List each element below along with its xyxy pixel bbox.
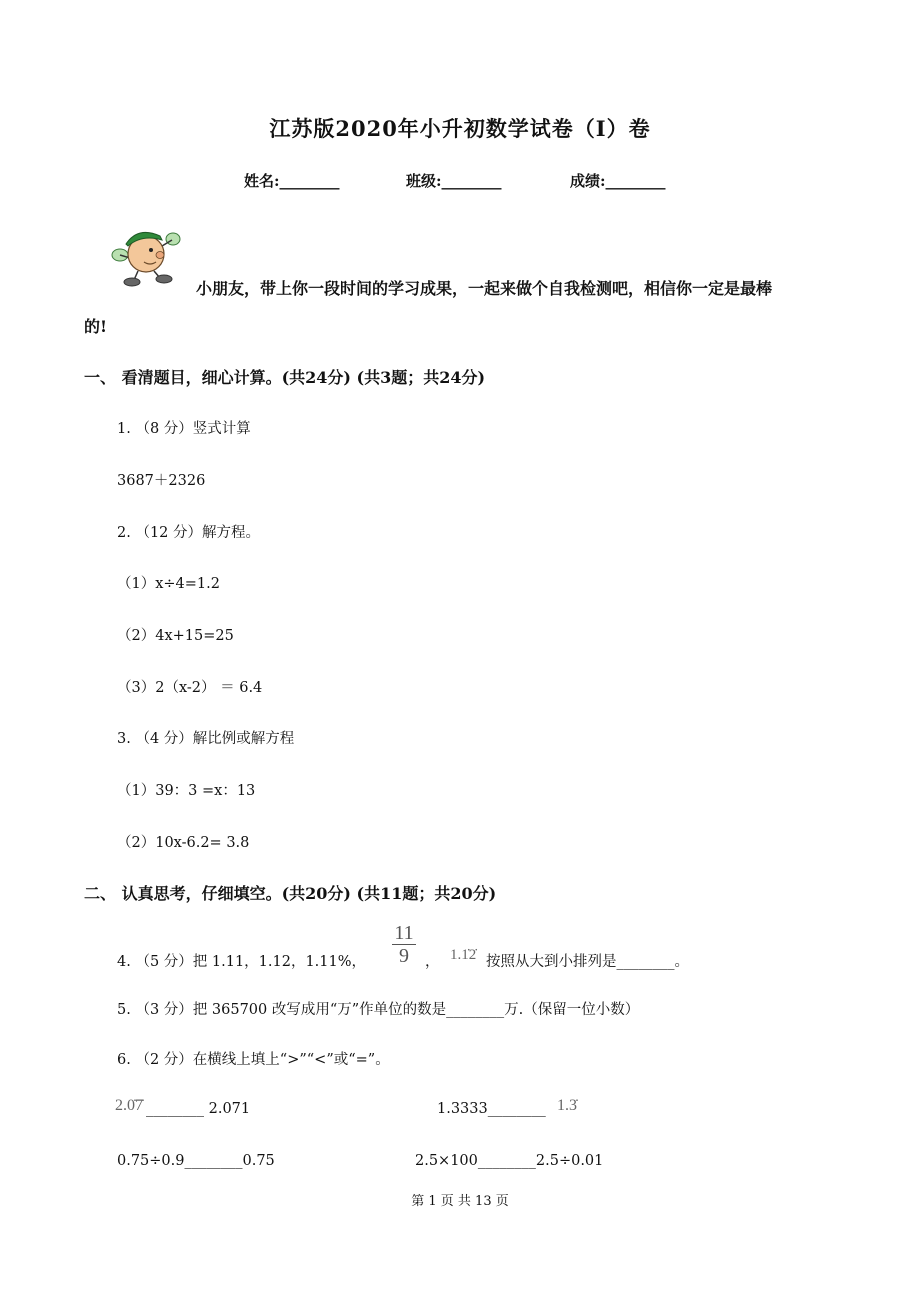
question-5: 5. （3 分）把 365700 改写成用“万”作单位的数是________万.（保留一位小数）	[117, 1002, 640, 1018]
repeating-decimal-image-3: 1.3̇	[557, 1097, 577, 1114]
repeating-decimal-image-2: 2.0̇7̇	[115, 1097, 143, 1114]
intro-line-1: 小朋友，带上你一段时间的学习成果，一起来做个自我检测吧，相信你一定是最棒	[196, 279, 773, 298]
fraction-denominator: 9	[399, 945, 409, 967]
mascot-illustration	[100, 222, 186, 288]
section-1-heading: 一、 看清题目，细心计算。(共24分) (共3题；共24分)	[84, 368, 486, 387]
question-4-fraction	[392, 923, 416, 966]
question-2-part-2: （2）4x+15=25	[117, 628, 234, 644]
repeating-decimal-image: 1.1̇2̇	[450, 947, 477, 963]
question-2-part-1: （1）x÷4=1.2	[117, 576, 220, 592]
section-2-heading: 二、 认真思考，仔细填空。(共20分) (共11题；共20分)	[84, 884, 497, 903]
fraction-numerator: 11	[392, 923, 416, 945]
question-6-row-1-right: 1.3333________	[437, 1101, 546, 1117]
question-6: 6. （2 分）在横线上填上“>”“<”或“=”。	[117, 1052, 390, 1068]
question-2: 2. （12 分）解方程。	[117, 525, 261, 541]
question-4-suffix: 按照从大到小排列是________。	[486, 954, 689, 970]
class-field: 班级:________	[406, 172, 502, 190]
name-field: 姓名:________	[244, 172, 340, 190]
question-6-row-2-left: 0.75÷0.9________0.75	[117, 1153, 275, 1169]
page-title: 江苏版2020年小升初数学试卷（I）卷	[269, 116, 651, 141]
question-2-part-3: （3）2（x-2） ＝ 6.4	[117, 680, 263, 696]
question-6-row-2-right: 2.5×100________2.5÷0.01	[415, 1153, 604, 1169]
question-1: 1. （8 分）竖式计算	[117, 421, 251, 437]
question-4-prefix: 4. （5 分）把 1.11，1.12，1.11%，	[117, 954, 367, 970]
intro-line-2: 的!	[84, 317, 108, 336]
page-footer: 第 1 页 共 13 页	[411, 1194, 509, 1209]
score-field: 成绩:________	[570, 172, 666, 190]
question-3-part-1: （1）39：3 =x：13	[117, 783, 256, 799]
question-6-row-1-left: ________ 2.071	[146, 1101, 251, 1117]
question-3-part-2: （2）10x-6.2= 3.8	[117, 835, 250, 851]
question-4-comma: ，	[425, 954, 440, 970]
question-3: 3. （4 分）解比例或解方程	[117, 731, 295, 747]
question-1-expression: 3687＋2326	[117, 473, 206, 489]
